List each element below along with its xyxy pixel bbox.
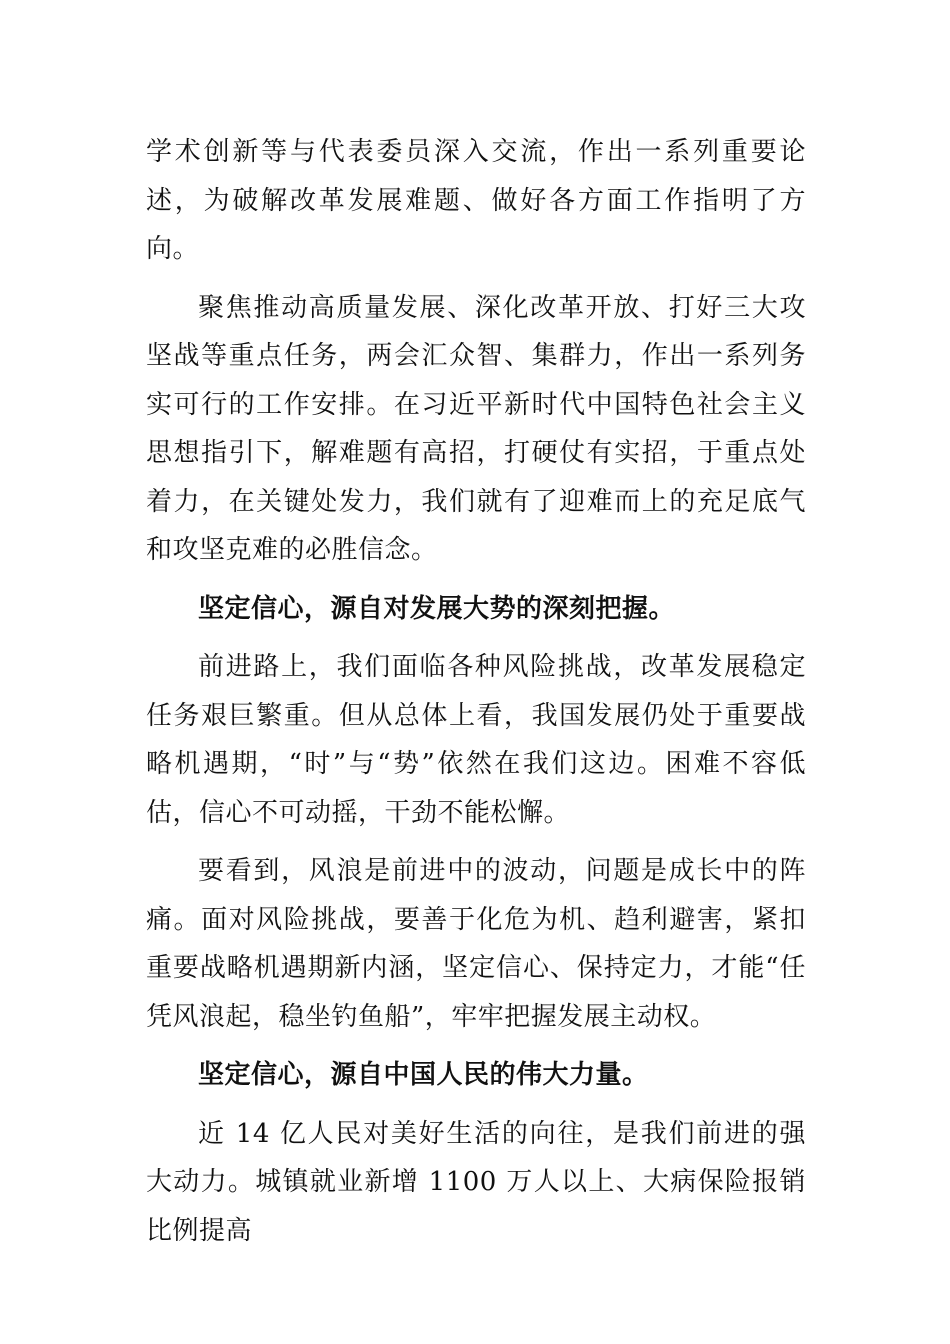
paragraph-4: 要看到，风浪是前进中的波动，问题是成长中的阵痛。面对风险挑战，要善于化危为机、趋利避害，紧扣重要战略机遇期新内涵，坚定信心、保持定力，才能“任凭风浪起，稳坐钓鱼船”，牢牢把握发展主动权。: [146, 856, 806, 1032]
document-body: [146, 128, 806, 1265]
section-heading-2: 坚定信心，源自中国人民的伟大力量。: [198, 1060, 649, 1090]
section-heading-1: 坚定信心，源自对发展大势的深刻把握。: [198, 593, 676, 624]
paragraph-3: 前进路上，我们面临各种风险挑战，改革发展稳定任务艰巨繁重。但从总体上看，我国发展仍处于重要战略机遇期，“时”与“势”依然在我们这边。困难不容低估，信心不可动摇，干劲不能松懈。: [146, 652, 806, 828]
paragraph-5: 近 14 亿人民对美好生活的向往，是我们前进的强大动力。城镇就业新增 1100 万人以上、大病保险报销比例提高: [146, 1118, 806, 1246]
paragraph-1: 学术创新等与代表委员深入交流，作出一系列重要论述，为破解改革发展难题、做好各方面工作指明了方向。: [146, 137, 806, 264]
paragraph-2: 聚焦推动高质量发展、深化改革开放、打好三大攻坚战等重点任务，两会汇众智、集群力，作出一系列务实可行的工作安排。在习近平新时代中国特色社会主义思想指引下，解难题有高招，打硬仗有实招，于重点处着力，在关键处发力，我们就有了迎难而上的充足底气和攻坚克难的必胜信念。: [146, 292, 806, 565]
